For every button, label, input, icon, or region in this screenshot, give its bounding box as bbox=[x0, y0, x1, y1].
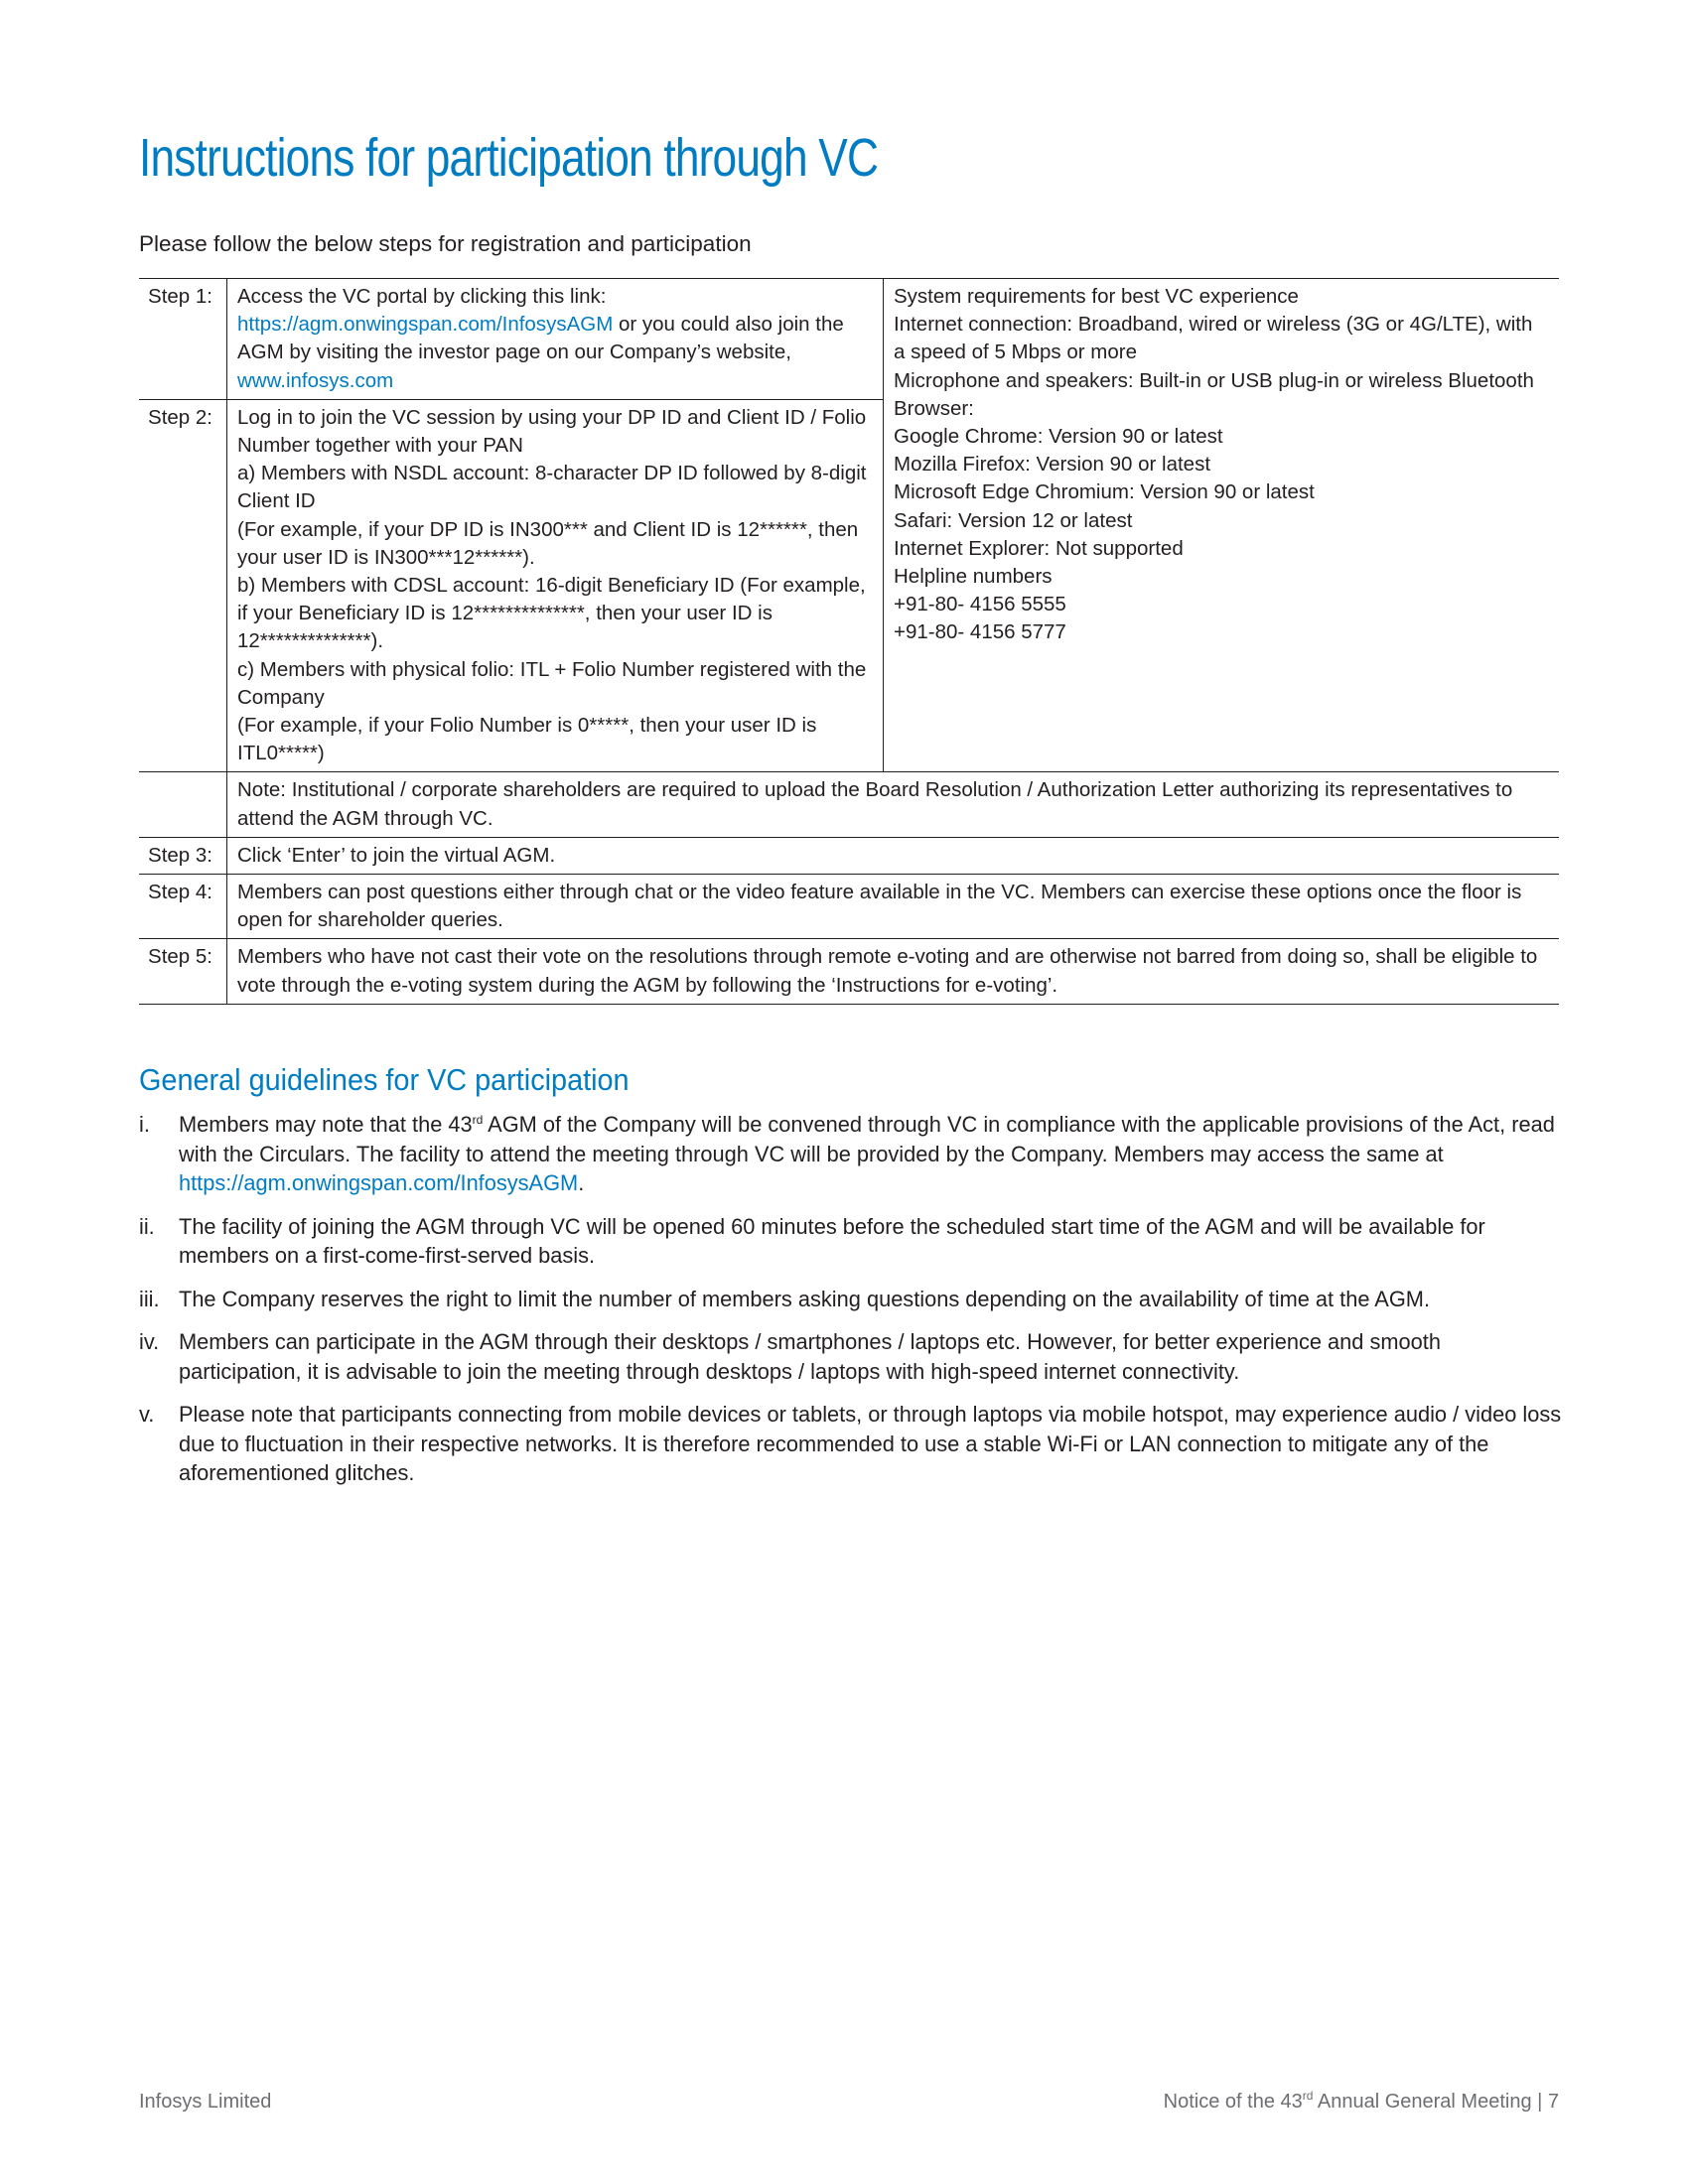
page-title: Instructions for participation through VC bbox=[139, 128, 879, 188]
sys-line: Microphone and speakers: Built-in or USB plug-in or wireless Bluetooth bbox=[894, 368, 1534, 392]
step4-label: Step 4: bbox=[139, 875, 227, 939]
steps-table bbox=[139, 278, 1559, 1005]
step5-text: Members who have not cast their vote on the resolutions through remote e-voting and are otherwise not barred from doing so, shall be eligible to vote through the e-voting system during the AGM by following the ‘Instructions for e-voting’. bbox=[227, 939, 1560, 1004]
guidelines-agm-link[interactable]: https://agm.onwingspan.com/InfosysAGM bbox=[179, 1170, 579, 1195]
list-item-text: The facility of joining the AGM through VC will be opened 60 minutes before the scheduled start time of the AGM and will be available for members on a first-come-first-served basis. bbox=[179, 1213, 1485, 1268]
step2-line: (For example, if your DP ID is IN300*** and Client ID is 12******, then your user ID is IN300***12******). bbox=[237, 517, 859, 569]
system-requirements bbox=[884, 279, 1560, 772]
footer-company-name: Infosys Limited bbox=[139, 2091, 272, 2113]
table-row-step3 bbox=[139, 837, 1559, 874]
list-item-text: Please note that participants connecting from mobile devices or tablets, or through laptops via mobile hotspot, may experience audio / video loss due to fluctuation in their respective networks. It is therefore recommended to use a stable Wi-Fi or LAN connection to mitigate any of the aforementioned glitches. bbox=[179, 1402, 1562, 1485]
list-item-text: Members can participate in the AGM through their desktops / smartphones / laptops etc. However, for better experience and smooth participation, it is advisable to join the meeting through desktops / laptops with high-speed internet connectivity. bbox=[179, 1329, 1441, 1384]
intro-text: Please follow the below steps for registration and participation bbox=[139, 231, 752, 256]
table-row-note bbox=[139, 772, 1559, 837]
list-item bbox=[139, 1285, 1569, 1314]
ordinal-suffix: rd bbox=[472, 1113, 484, 1127]
table-row-step4 bbox=[139, 875, 1559, 939]
footer-text: Notice of the 43 bbox=[1163, 2091, 1303, 2113]
step2-line: a) Members with NSDL account: 8-character DP ID followed by 8-digit Client ID bbox=[237, 462, 867, 513]
guidelines-list bbox=[139, 1110, 1569, 1502]
sys-line: Helpline numbers bbox=[894, 565, 1053, 589]
list-item bbox=[139, 1212, 1569, 1271]
sys-line: Browser: bbox=[894, 396, 974, 420]
guidelines-title: General guidelines for VC participation bbox=[139, 1062, 630, 1097]
sys-line: Internet connection: Broadband, wired or wireless (3G or 4G/LTE), with a speed of 5 Mbps or more bbox=[894, 313, 1533, 364]
step2-line: Log in to join the VC session by using your DP ID and Client ID / Folio Number together with your PAN bbox=[237, 405, 867, 458]
sys-line: Safari: Version 12 or latest bbox=[894, 508, 1133, 532]
step1-website-link[interactable]: www.infosys.com bbox=[237, 368, 394, 392]
sys-line: +91-80- 4156 5555 bbox=[894, 593, 1066, 616]
table-row-step1 bbox=[139, 279, 1559, 400]
step2-content bbox=[227, 399, 884, 772]
list-item-number: ii. bbox=[139, 1213, 155, 1239]
sys-line: System requirements for best VC experience bbox=[894, 285, 1299, 308]
step4-text: Members can post questions either through chat or the video feature available in the VC. Members can exercise these options once the floor is open for shareholder queries. bbox=[227, 875, 1560, 939]
list-item-number: iv. bbox=[139, 1329, 160, 1354]
note-text: Note: Institutional / corporate shareholders are required to upload the Board Resolution / Authorization Letter authorizing its representatives to attend the AGM through VC. bbox=[227, 772, 1560, 837]
list-item-text: AGM of the Company will be convened through VC in compliance with the applicable provisions of the Act, read with the Circulars. The facility to attend the meeting through VC will be provided by the Company. Members may access the same at bbox=[179, 1112, 1555, 1166]
sys-line: Mozilla Firefox: Version 90 or latest bbox=[894, 453, 1211, 477]
ordinal-suffix: rd bbox=[1302, 2089, 1314, 2103]
sys-line: Internet Explorer: Not supported bbox=[894, 536, 1184, 560]
step5-label: Step 5: bbox=[139, 939, 227, 1004]
table-row-step5 bbox=[139, 939, 1559, 1004]
step2-line: b) Members with CDSL account: 16-digit Beneficiary ID (For example, if your Beneficiary ID is 12**************, then your user ID is 12**************). bbox=[237, 574, 866, 653]
sys-line: Microsoft Edge Chromium: Version 90 or latest bbox=[894, 480, 1315, 504]
list-item-number: v. bbox=[139, 1402, 155, 1427]
sys-line: +91-80- 4156 5777 bbox=[894, 620, 1066, 644]
step1-label: Step 1: bbox=[139, 279, 227, 400]
list-item bbox=[139, 1110, 1569, 1198]
list-item-text: . bbox=[578, 1170, 585, 1195]
footer-text: Annual General Meeting | 7 bbox=[1313, 2091, 1559, 2113]
step2-line: c) Members with physical folio: ITL + Folio Number registered with the Company bbox=[237, 657, 867, 709]
step1-text-middle: or you could also join the AGM by visiting the investor page on our Company’s website, bbox=[237, 313, 844, 364]
list-item-number: i. bbox=[139, 1112, 150, 1137]
step1-text-before: Access the VC portal by clicking this link: bbox=[237, 285, 607, 308]
note-label-empty bbox=[139, 772, 227, 837]
list-item bbox=[139, 1400, 1569, 1488]
list-item bbox=[139, 1327, 1569, 1386]
step2-line: (For example, if your Folio Number is 0*****, then your user ID is ITL0*****) bbox=[237, 714, 817, 765]
step1-agm-link[interactable]: https://agm.onwingspan.com/InfosysAGM bbox=[237, 313, 614, 337]
list-item-text: Members may note that the 43 bbox=[179, 1112, 473, 1137]
footer-page-info bbox=[1164, 2091, 1559, 2114]
list-item-text: The Company reserves the right to limit the number of members asking questions depending on the availability of time at the AGM. bbox=[179, 1286, 1431, 1311]
sys-line: Google Chrome: Version 90 or latest bbox=[894, 425, 1223, 449]
step1-content bbox=[227, 279, 884, 400]
step2-label: Step 2: bbox=[139, 399, 227, 772]
step3-text: Click ‘Enter’ to join the virtual AGM. bbox=[227, 837, 1560, 874]
list-item-number: iii. bbox=[139, 1286, 160, 1311]
step3-label: Step 3: bbox=[139, 837, 227, 874]
